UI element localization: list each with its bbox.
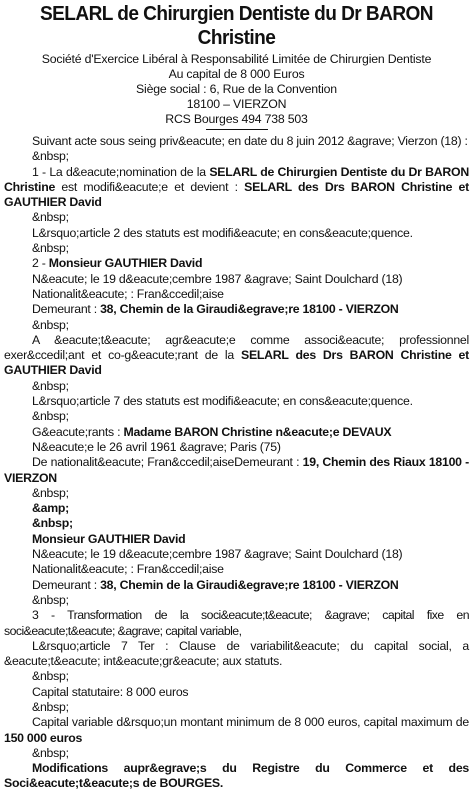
body-line: &nbsp; [32, 485, 69, 500]
body-line: &nbsp; [32, 516, 73, 531]
body-line: &nbsp; [32, 699, 69, 714]
body-line: 3 - Transformation de la soci&eacute;t&eacute; &agrave; capital fixe en soci&eacute;t&eacute; &agrave; capital variable, [4, 608, 469, 638]
body-line: &nbsp; [32, 210, 69, 225]
body-line: Suivant acte sous seing priv&eacute; en date du 8 juin 2012 &agrave; Vierzon (18) : [32, 134, 468, 148]
body-line: &nbsp; [32, 592, 69, 607]
body-line: N&eacute; le 19 d&eacute;cembre 1987 &agrave; Saint Doulchard (18) [32, 271, 403, 286]
body-line: &nbsp; [32, 745, 69, 760]
body-paragraph: Capital variable d&rsquo;un montant minimum de 8 000 euros, capital maximum de 150 000 euros [4, 715, 469, 745]
notice-title: SELARL de Chirurgien Dentiste du Dr BARON Christine [39, 2, 434, 49]
body-paragraph: 2 - Monsieur GAUTHIER David [32, 256, 203, 271]
body-line: &nbsp; [32, 409, 69, 424]
body-line: &nbsp; [32, 317, 69, 332]
body-line: L&rsquo;article 7 des statuts est modifi&eacute; en cons&eacute;quence. [32, 394, 413, 409]
body-line: Monsieur GAUTHIER David [32, 531, 186, 546]
body-line: Capital statutaire: 8 000 euros [32, 684, 189, 699]
body-paragraph: A &eacute;t&eacute; agr&eacute;e comme associ&eacute; professionnel exer&ccedil;ant et co-g&eacute;rant de la SELARL des Drs BARON Christine et GAUTHIER David [4, 332, 469, 378]
header-divider [206, 129, 268, 130]
body-paragraph: Demeurant : 38, Chemin de la Giraudi&egrave;re 18100 - VIERZON [32, 577, 399, 592]
body-line: L&rsquo;article 7 Ter : Clause de variabilit&eacute; du capital social, a &eacute;t&eacute; int&eacute;gr&eacute; aux statuts. [4, 638, 469, 669]
rcs-number: RCS Bourges 494 738 503 [165, 112, 308, 126]
body-line: &amp; [32, 501, 70, 516]
share-capital: Au capital de 8 000 Euros [168, 67, 305, 81]
notice-body [4, 134, 469, 792]
body-line: L&rsquo;article 2 des statuts est modifi&eacute; en cons&eacute;quence. [32, 225, 413, 240]
body-paragraph: Demeurant : 38, Chemin de la Giraudi&egrave;re 18100 - VIERZON [32, 302, 399, 317]
postal-city: 18100 – VIERZON [186, 97, 287, 111]
body-line: N&eacute; le 19 d&eacute;cembre 1987 &agrave; Saint Doulchard (18) [32, 547, 403, 562]
body-line: Modifications aupr&egrave;s du Registre du Commerce et des Soci&eacute;t&eacute;s de BOURGES. [4, 761, 469, 791]
body-line: Nationalit&eacute; : Fran&ccedil;aise [32, 286, 224, 301]
body-line: &nbsp; [32, 241, 69, 256]
body-paragraph: G&eacute;rants : Madame BARON Christine n&eacute;e DEVAUX [32, 424, 392, 439]
body-line: N&eacute;e le 26 avril 1961 &agrave; Paris (75) [32, 439, 281, 454]
body-line: &nbsp; [32, 149, 69, 164]
body-paragraph: De nationalit&eacute; Fran&ccedil;aiseDemeurant : 19, Chemin des Riaux 18100 - VIERZON [4, 455, 469, 485]
body-line: Nationalit&eacute; : Fran&ccedil;aise [32, 562, 224, 577]
company-form: Société d'Exercice Libéral à Responsabilité Limitée de Chirurgien Dentiste [41, 52, 432, 66]
body-line: &nbsp; [32, 378, 69, 393]
body-paragraph: 1 - La d&eacute;nomination de la SELARL de Chirurgien Dentiste du Dr BARON Christine est modifi&eacute;e et devient : SELARL des Drs BARON Christine et GAUTHIER David [4, 164, 469, 210]
body-line: &nbsp; [32, 669, 69, 684]
registered-office: Siège social : 6, Rue de la Convention [136, 82, 337, 96]
